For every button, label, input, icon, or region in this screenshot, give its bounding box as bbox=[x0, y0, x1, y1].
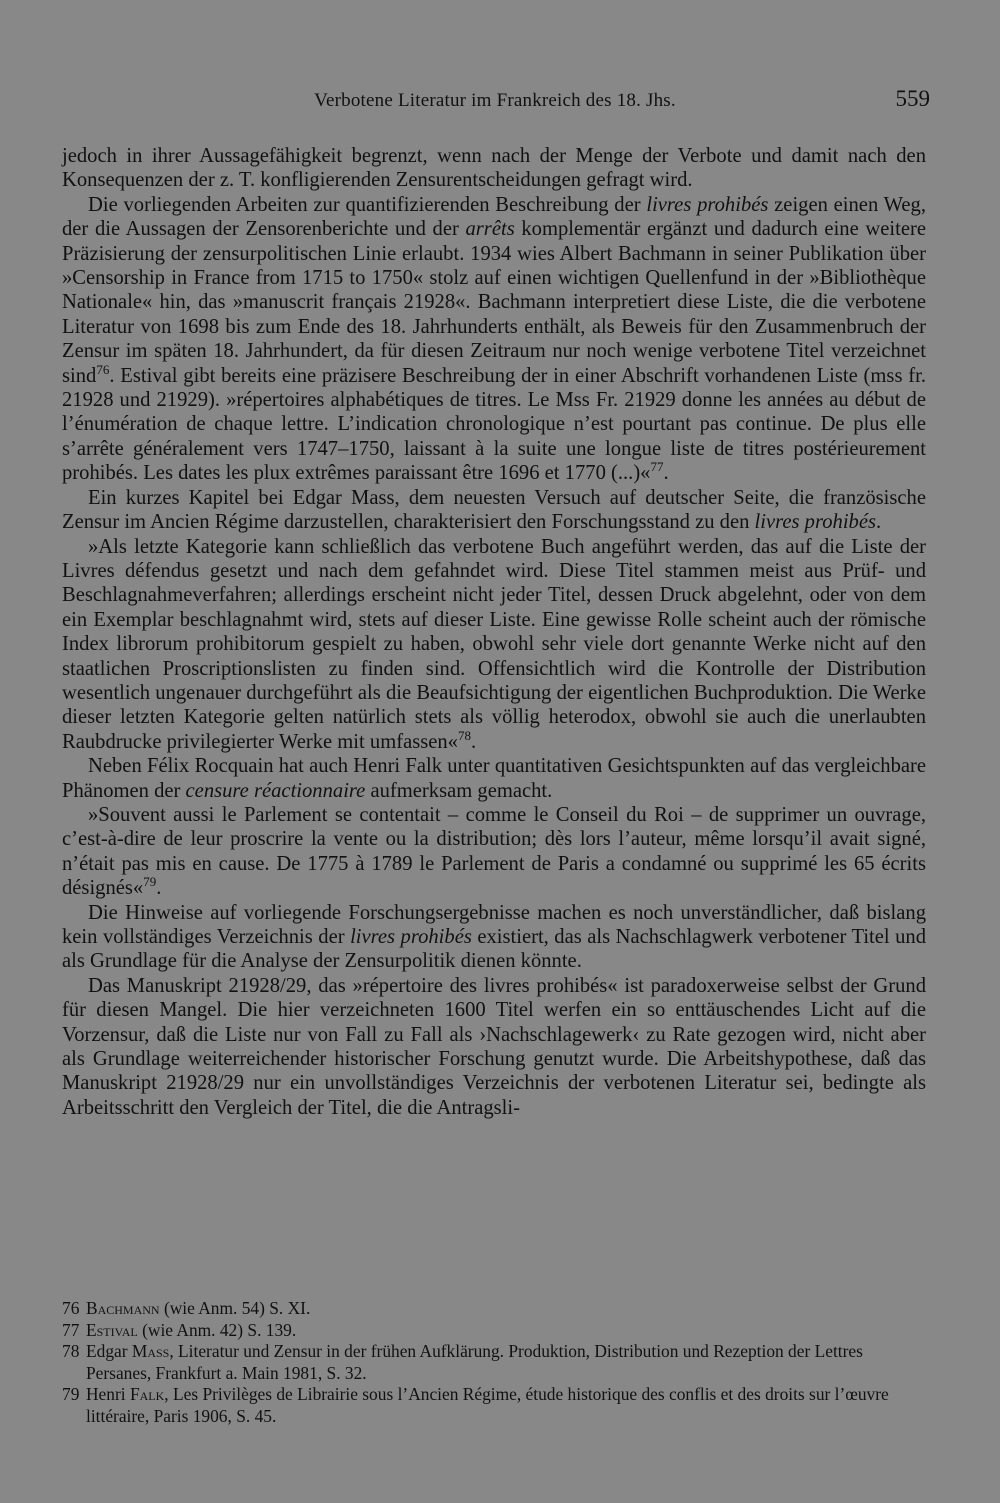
footnote-number: 77 bbox=[62, 1319, 80, 1340]
footnote-text bbox=[86, 1298, 928, 1320]
text-span: komplementär ergänzt und dadurch eine weitere Präzisierung der zensurpolitischen Linie erlaubt. 1934 wies Albert Bachmann in seiner Publikation über »Censorship in France from 1715 to 1750« stolz auf einen wichtigen Quellenfund in der »Bibliothèque Nationale« hin, das »manuscrit français 21928«. Bachmann interpretiert diese Liste, die die verbotene Literatur von 1698 bis zum Ende des 18. Jahrhunderts enthält, als Beweis für den Zusammenbruch der Zensur im späten 18. Jahrhundert, da für diesen Zeitraum nur noch wenige verbotene Titel verzeichnet sind bbox=[62, 218, 926, 387]
footnotes bbox=[62, 1298, 928, 1428]
text-span: Neben Félix Rocquain hat auch Henri Falk unter quantitativen Gesichtspunkten auf das vergleichbare Phänomen der bbox=[62, 755, 926, 802]
text-span: . bbox=[156, 877, 162, 900]
text-span: »Souvent aussi le Parlement se contentait – comme le Conseil du Roi – de supprimer un ouvrage, c’est-à-dire de leur proscrire la vente ou la distribution; dès lors l’auteur, même lorsqu’il avait signé, n’était pas mis en cause. De 1775 à 1789 le Parlement de Paris a condamné ou supprimé les 65 écrits désignés« bbox=[62, 803, 926, 900]
footnote-prefix: Edgar bbox=[86, 1341, 132, 1362]
text-span: aufmerksam gemacht. bbox=[365, 779, 553, 802]
text-span: . bbox=[663, 462, 669, 485]
footnote-author: Estival bbox=[86, 1319, 138, 1340]
footnote-number: 76 bbox=[62, 1298, 80, 1318]
footnote-author: Falk bbox=[129, 1384, 165, 1405]
italic-term: livres prohibés bbox=[754, 511, 876, 534]
block-quote-1 bbox=[62, 535, 926, 755]
footnote-citation: , Les Privilèges de Librairie sous l’Ancien Régime, étude historique des conflis et des droits sur l’œuvre littéraire, Paris 1906, S. 45. bbox=[86, 1384, 889, 1426]
text-span: zeigen einen Weg, der die Aussagen der Zensorenberichte und der bbox=[62, 193, 927, 241]
footnote-text bbox=[86, 1384, 928, 1427]
footnote-citation: (wie Anm. 54) S. XI. bbox=[159, 1298, 311, 1318]
footnote-76 bbox=[62, 1298, 928, 1320]
text-span: . bbox=[876, 511, 882, 534]
text-span: »Als letzte Kategorie kann schließlich das verbotene Buch angeführt werden, das auf die Liste der Livres défendus gesetzt und nach dem gefahndet wird. Diese Titel stammen meist aus Prüf- und Beschlagnahmeverfahren; allerdings erscheint nicht jeder Titel, dessen Druck abgelehnt, oder von dem ein Exemplar beschlagnahmt wird, stets auf dieser Liste. Eine gewisse Rolle scheint auch der römische Index librorum prohibitorum gespielt zu haben, obwohl sehr viele dort genannte Werke nicht auf den staatlichen Proscriptionslisten zu finden sind. Offensichtlich wird die Kontrolle der Distribution wesentlich ungenauer durchgeführt als die Beaufsichtigung der eigentlichen Buchproduktion. Die Werke dieser letzten Kategorie gelten natürlich stets als völlig heterodox, obwohl sie auch die unerlaubten Raubdrucke privilegierter Werke mit umfassen« bbox=[62, 535, 926, 753]
text-span: . Estival gibt bereits eine präzisere Beschreibung der in einer Abschrift vorhandenen Liste (mss fr. 21928 und 21929). »répertoires alphabétiques de titres. Le Mss Fr. 21929 donne les années au début de l’énumération de chaque lettre. L’indication chronologique n’est pourtant pas continue. De plus elle s’arrête généralement vers 1747–1750, laissant à la suite une longue liste de titres postérieurement prohibés. Les dates les plux extrêmes paraissant être 1696 et 1770 (...)« bbox=[62, 364, 926, 485]
footnote-citation: (wie Anm. 42) S. 139. bbox=[137, 1319, 297, 1340]
text-span: existiert, das als Nachschlagwerk verbotener Titel und als Grundlage für die Analyse der Zensurpolitik dienen könnte. bbox=[62, 926, 927, 973]
footnote-79 bbox=[62, 1384, 928, 1427]
paragraph-7 bbox=[62, 901, 926, 974]
footnote-prefix: Henri bbox=[86, 1384, 130, 1405]
block-quote-2 bbox=[62, 803, 926, 901]
footnote-author: Mass bbox=[131, 1341, 170, 1362]
running-head bbox=[60, 86, 930, 116]
footnote-ref-77[interactable]: 77 bbox=[650, 459, 664, 475]
text-span: Ein kurzes Kapitel bei Edgar Mass, dem neuesten Versuch auf deutscher Seite, die französische Zensur im Ancien Régime darzustellen, charakterisiert den Forschungsstand zu den bbox=[62, 486, 926, 534]
page-number: 559 bbox=[895, 86, 930, 111]
paragraph-8: Das Manuskript 21928/29, das »répertoire des livres prohibés« ist paradoxerweise selbst der Grund für diesen Mangel. Die hier verzeichneten 1600 Titel werfen ein so enttäuschendes Licht auf die Vorzensur, daß die Liste nur von Fall zu Fall als ›Nachschlagewerk‹ zu Rate gezogen wird, nicht aber als Grundlage weiterreichender historischer Forschung genutzt wurde. Die Arbeitshypothese, daß das Manuskript 21928/29 nur ein unvollständiges Verzeichnis der verbotenen Literatur sei, bedingte als Arbeitsschritt den Vergleich der Titel, die die Antragsli- bbox=[62, 974, 926, 1119]
body-text bbox=[62, 144, 926, 1120]
footnote-author: Bachmann bbox=[86, 1298, 160, 1318]
footnote-77 bbox=[62, 1320, 928, 1342]
paragraph-1: jedoch in ihrer Aussagefähigkeit begrenzt, wenn nach der Menge der Verbote und damit nach den Konsequenzen der z. T. konfligierenden Zensurentscheidungen gefragt wird. bbox=[62, 145, 926, 192]
italic-term: livres prohibés bbox=[646, 193, 769, 216]
footnote-ref-78[interactable]: 78 bbox=[457, 727, 471, 743]
paragraph-3 bbox=[62, 486, 926, 535]
footnote-number: 79 bbox=[62, 1384, 80, 1405]
italic-term: arrêts bbox=[465, 218, 515, 241]
italic-term: censure réactionnaire bbox=[185, 779, 366, 802]
text-span: . bbox=[470, 730, 477, 753]
footnote-citation: , Literatur und Zensur in der frühen Aufklärung. Produktion, Distribution und Rezeption der Lettres Persanes, Frankfurt a. Main 1981, S. 32. bbox=[86, 1341, 863, 1383]
running-title: Verbotene Literatur im Frankreich des 18. Jhs. bbox=[314, 90, 676, 111]
footnote-ref-79[interactable]: 79 bbox=[143, 874, 157, 890]
footnote-text bbox=[86, 1320, 928, 1342]
italic-term: livres prohibés bbox=[350, 926, 472, 948]
paragraph-5 bbox=[62, 754, 926, 803]
text-span: Die vorliegenden Arbeiten zur quantifizierenden Beschreibung der bbox=[88, 193, 647, 216]
paragraph-2 bbox=[62, 193, 926, 486]
footnote-text bbox=[86, 1341, 928, 1384]
footnote-78 bbox=[62, 1341, 928, 1384]
footnote-ref-76[interactable]: 76 bbox=[96, 361, 110, 377]
text-span: Die Hinweise auf vorliegende Forschungsergebnisse machen es noch unverständlicher, daß bislang kein vollständiges Verzeichnis der bbox=[62, 901, 926, 948]
footnote-number: 78 bbox=[62, 1341, 80, 1362]
